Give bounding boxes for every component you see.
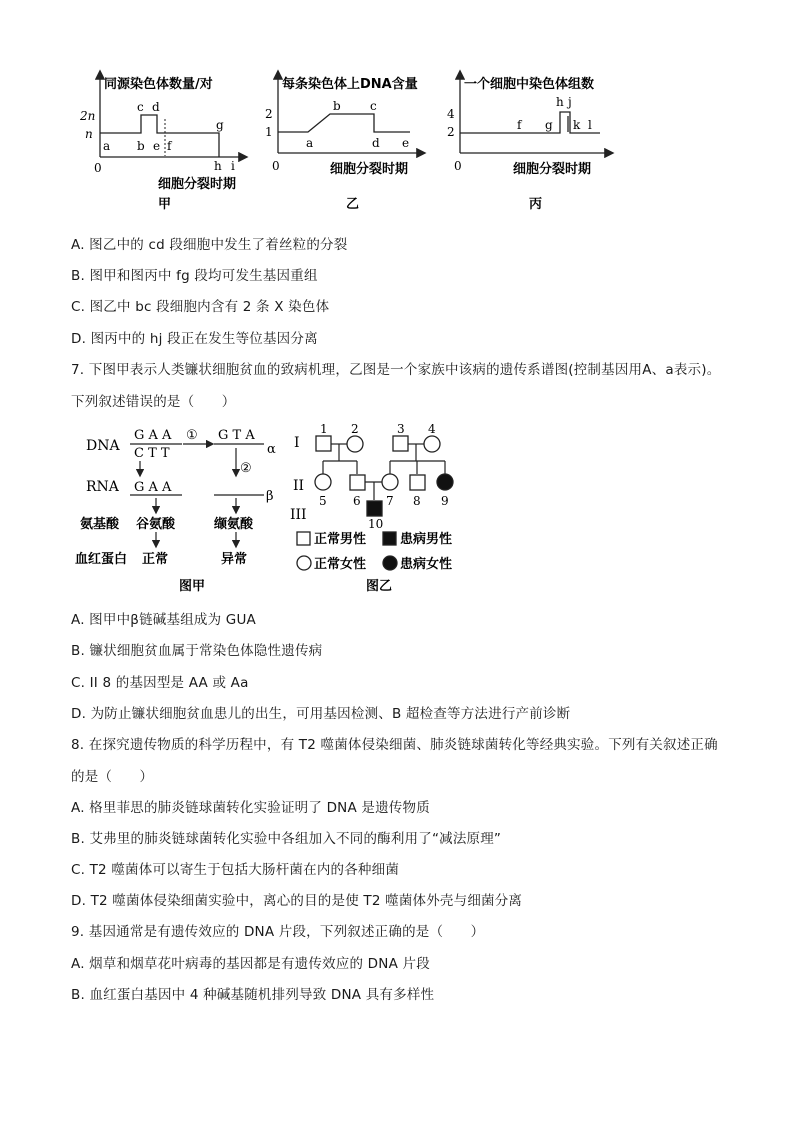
bing-origin: 0	[454, 159, 462, 173]
q8-option-c: C. T2 噬菌体可以寄生于包括大肠杆菌在内的各种细菌	[71, 862, 400, 878]
legend-normal-male: 正常男性	[314, 532, 367, 547]
yi-pt-b: b	[333, 99, 341, 113]
gen-3: III	[290, 507, 307, 523]
ind-6	[350, 475, 365, 490]
yi-caption: 乙	[346, 197, 360, 212]
q8-stem-line2: 的是（ ）	[71, 769, 154, 785]
svg-text:10: 10	[368, 517, 384, 531]
jia-tick-n: n	[85, 127, 93, 141]
yi-pt-d: d	[372, 136, 380, 150]
yi-origin: 0	[272, 159, 280, 173]
label-abnormal: 异常	[221, 552, 248, 567]
bing-pt-k: k	[573, 118, 581, 132]
ind-9	[437, 474, 453, 490]
figure-mechanism	[75, 428, 276, 594]
jia-pt-f: f	[167, 139, 172, 153]
yi-tick-2: 2	[265, 107, 273, 121]
sickle-cell-figures	[0, 415, 794, 600]
jia-pt-d: d	[152, 100, 160, 114]
yi-xlabel: 细胞分裂时期	[330, 162, 409, 177]
q8-option-d: D. T2 噬菌体侵染细菌实验中，离心的目的是使 T2 噬菌体外壳与细菌分离	[71, 893, 523, 909]
label-alpha: α	[267, 442, 276, 457]
yi-ylabel: 每条染色体上DNA含量	[282, 77, 418, 92]
q9-option-a: A. 烟草和烟草花叶病毒的基因都是有遗传效应的 DNA 片段	[71, 956, 430, 972]
q9-stem: 9. 基因通常是有遗传效应的 DNA 片段，下列叙述正确的是（ ）	[71, 924, 485, 940]
q8-stem-line1: 8. 在探究遗传物质的科学历程中，有 T2 噬菌体侵染细菌、肺炎链球菌转化等经典实验。下列有关叙述正确	[71, 737, 718, 753]
mechanism-caption: 图甲	[179, 579, 206, 594]
q8-option-a: A. 格里菲思的肺炎链球菌转化实验证明了 DNA 是遗传物质	[71, 800, 430, 816]
label-val: 缬氨酸	[214, 517, 254, 532]
q6-option-d: D. 图丙中的 hj 段正在发生等位基因分离	[71, 331, 318, 347]
ind-10	[367, 501, 382, 516]
bing-tick-2: 2	[447, 125, 455, 139]
bing-pt-f: f	[517, 118, 522, 132]
jia-pt-a: a	[103, 139, 111, 153]
bing-xlabel: 细胞分裂时期	[513, 162, 592, 177]
jia-pt-b: b	[137, 139, 145, 153]
svg-text:5: 5	[319, 494, 327, 508]
ind-3	[393, 436, 408, 451]
label-dna: DNA	[86, 438, 120, 454]
dna-mutant: G T A	[218, 428, 255, 443]
jia-tick-2n: 2n	[80, 109, 96, 123]
gen-2: II	[293, 478, 305, 494]
bing-caption: 丙	[529, 197, 543, 212]
label-rna: RNA	[86, 479, 119, 495]
jia-pt-c: c	[137, 100, 144, 114]
bing-pt-j: j	[568, 95, 572, 109]
q6-option-c: C. 图乙中 bc 段细胞内含有 2 条 X 染色体	[71, 299, 330, 315]
dna-strand-bottom: C T T	[134, 446, 170, 461]
figure-jia	[79, 72, 246, 212]
ind-2	[347, 436, 363, 452]
figure-yi	[265, 72, 424, 212]
yi-pt-a: a	[306, 136, 314, 150]
q6-option-a: A. 图乙中的 cd 段细胞中发生了着丝粒的分裂	[71, 237, 348, 253]
legend-affected-female: 患病女性	[400, 557, 453, 572]
cell-division-figures	[0, 0, 794, 225]
yi-curve	[278, 114, 410, 132]
bing-tick-4: 4	[447, 107, 455, 121]
label-glu: 谷氨酸	[136, 517, 176, 532]
jia-ylabel: 同源染色体数量/对	[104, 77, 213, 92]
figure-bing	[447, 72, 612, 212]
label-amino-acid: 氨基酸	[80, 517, 120, 532]
svg-text:9: 9	[441, 494, 449, 508]
legend-affected-male: 患病男性	[400, 532, 453, 547]
jia-origin: 0	[94, 161, 102, 175]
yi-pt-c: c	[370, 99, 377, 113]
q7-option-a: A. 图甲中β链碱基组成为 GUA	[71, 612, 256, 628]
jia-pt-h: h	[214, 159, 222, 173]
jia-caption: 甲	[158, 197, 172, 212]
rna-codon: G A A	[134, 480, 172, 495]
q9-option-b: B. 血红蛋白基因中 4 种碱基随机排列导致 DNA 具有多样性	[71, 987, 435, 1003]
q8-option-b: B. 艾弗里的肺炎链球菌转化实验中各组加入不同的酶利用了“减法原理”	[71, 831, 502, 847]
step-1: ①	[186, 428, 198, 443]
label-normal: 正常	[142, 552, 169, 567]
figure-pedigree	[290, 422, 453, 594]
svg-text:1: 1	[320, 422, 328, 436]
ind-1	[316, 436, 331, 451]
bing-pt-l: l	[588, 118, 592, 132]
q7-stem-line2: 下列叙述错误的是（ ）	[71, 394, 236, 410]
step-2: ②	[240, 461, 252, 476]
jia-pt-e: e	[153, 139, 161, 153]
gen-1: I	[294, 435, 300, 451]
ind-5	[315, 474, 331, 490]
svg-text:6: 6	[353, 494, 361, 508]
legend-normal-female: 正常女性	[314, 557, 367, 572]
ind-4	[424, 436, 440, 452]
svg-text:4: 4	[428, 422, 436, 436]
svg-text:8: 8	[413, 494, 421, 508]
q7-stem-line1: 7. 下图甲表示人类镰状细胞贫血的致病机理，乙图是一个家族中该病的遗传系谱图(控制基因用A、a表示)。	[71, 362, 721, 378]
jia-xlabel: 细胞分裂时期	[158, 177, 237, 192]
q7-option-b: B. 镰状细胞贫血属于常染色体隐性遗传病	[71, 643, 323, 659]
pedigree-caption: 图乙	[366, 579, 393, 594]
label-beta: β	[266, 489, 274, 504]
yi-tick-1: 1	[265, 125, 273, 139]
svg-text:3: 3	[397, 422, 405, 436]
svg-text:2: 2	[351, 422, 359, 436]
jia-pt-i: i	[231, 159, 235, 173]
bing-pt-g: g	[545, 118, 553, 132]
dna-strand-top: G A A	[134, 428, 172, 443]
q6-option-b: B. 图甲和图丙中 fg 段均可发生基因重组	[71, 268, 318, 284]
jia-pt-g: g	[216, 118, 224, 132]
bing-ylabel: 一个细胞中染色体组数	[464, 77, 595, 92]
label-hemoglobin: 血红蛋白	[75, 552, 128, 567]
q7-option-c: C. II 8 的基因型是 AA 或 Aa	[71, 675, 249, 691]
ind-7	[382, 474, 398, 490]
q7-option-d: D. 为防止镰状细胞贫血患儿的出生，可用基因检测、B 超检查等方法进行产前诊断	[71, 706, 571, 722]
bing-pt-h: h	[556, 95, 564, 109]
yi-pt-e: e	[402, 136, 410, 150]
svg-text:7: 7	[386, 494, 394, 508]
ind-8	[410, 475, 425, 490]
